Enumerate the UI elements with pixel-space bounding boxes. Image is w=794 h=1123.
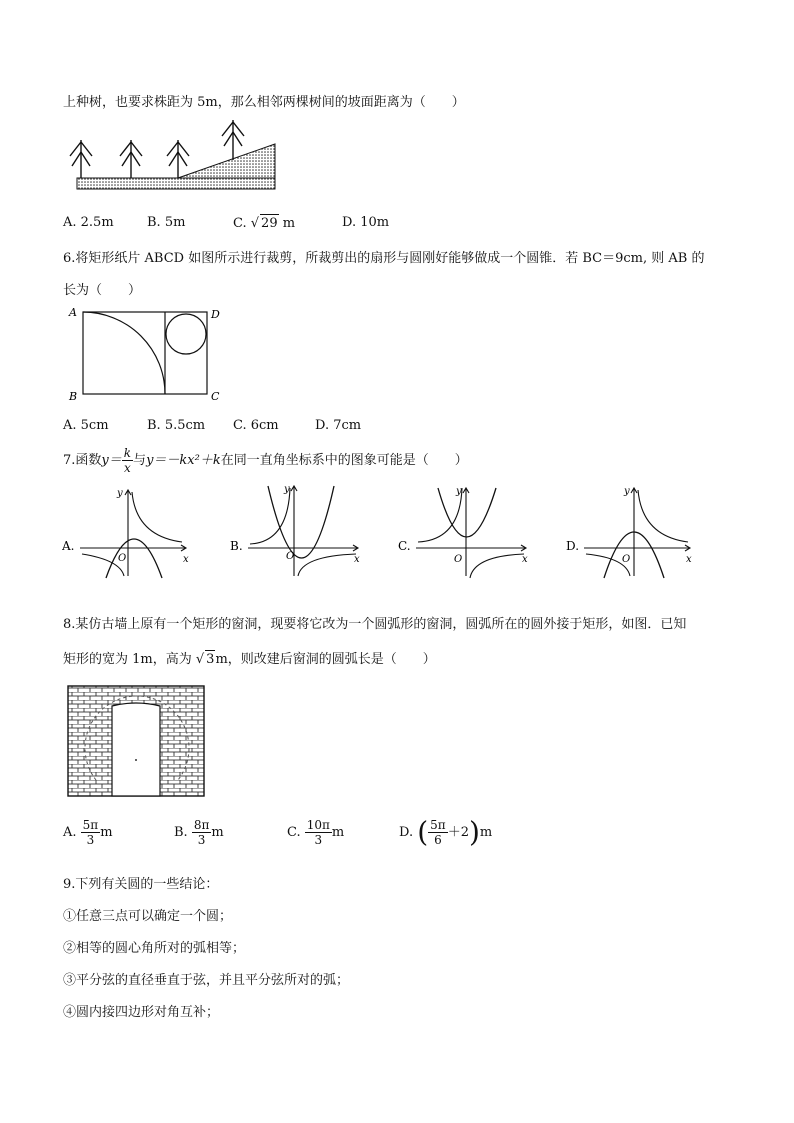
frac-den: 3 [197, 833, 206, 847]
q7-y1: y＝ [101, 453, 122, 468]
q6-figure-rectangle [63, 304, 233, 404]
graph-label-b: B. [230, 539, 243, 553]
origin: O [622, 554, 631, 565]
q5-stem: 上种树，也要求株距为 5m，那么相邻两棵树间的坡面距离为（ ） [63, 95, 465, 110]
frac-num: 5π [82, 818, 99, 832]
q8-option-c-label: C. [287, 825, 301, 840]
axis-x: x [686, 554, 692, 565]
q8-option-b-unit: m [211, 825, 224, 840]
sqrt-symbol: √ [250, 216, 260, 231]
q6-option-b[interactable]: B. 5.5cm [147, 418, 206, 433]
axis-x: x [183, 554, 189, 565]
sqrt-symbol: √ [195, 652, 205, 667]
q8-option-a-label: A. [63, 825, 77, 840]
q8-option-d-unit: m [479, 825, 493, 840]
q7-graph-c[interactable] [398, 482, 532, 580]
q5-option-c-unit: m [278, 216, 296, 231]
q8-option-c-unit: m [331, 825, 345, 840]
q8-option-a-fraction [81, 818, 101, 847]
graph-label-a: A. [62, 539, 75, 553]
q7-prefix: 7.函数 [63, 453, 102, 468]
label-d: D [211, 308, 220, 321]
origin: O [286, 551, 295, 562]
q9-item-4: ④圆内接四边形对角互补； [63, 1005, 220, 1020]
left-paren: ( [417, 815, 429, 849]
q7-mid: 与 [133, 453, 147, 468]
q8-option-b-fraction [192, 818, 212, 847]
q5-option-c-radicand: 29 [261, 216, 278, 231]
q5-option-d[interactable]: D. 10m [342, 215, 390, 230]
q9-item-2: ②相等的圆心角所对的弧相等； [63, 941, 246, 956]
q7-graph-b[interactable] [230, 480, 364, 580]
q8-option-b-label: B. [174, 825, 188, 840]
q8-option-d-label: D. [399, 825, 414, 840]
axis-x: x [522, 554, 528, 565]
q8-option-a[interactable] [63, 818, 113, 847]
q6-stem-line2: 长为（ ） [63, 283, 142, 298]
q8-line2-radicand: 3 [206, 652, 215, 667]
q9-item-3: ③平分弦的直径垂直于弦，并且平分弦所对的弧； [63, 973, 350, 988]
q5-option-c-label: C. [233, 216, 251, 231]
axis-y: y [284, 484, 290, 495]
q5-option-a[interactable]: A. 2.5m [63, 215, 114, 230]
q8-stem-line1: 8.某仿古墙上原有一个矩形的窗洞，现要将它改为一个圆弧形的窗洞，圆弧所在的圆外接于矩形，如图．已知 [63, 617, 687, 632]
q7-fraction [122, 446, 133, 475]
right-paren: ) [468, 815, 480, 849]
axis-y: y [456, 486, 462, 497]
q5-option-c[interactable] [233, 214, 295, 233]
q8-stem-line2 [63, 650, 436, 669]
axis-y: y [624, 486, 630, 497]
q6-stem-line1: 6.将矩形纸片 ABCD 如图所示进行裁剪，所裁剪出的扇形与圆刚好能够做成一个圆锥．若 BC＝9cm, 则 AB 的 [63, 251, 705, 266]
origin: O [454, 554, 463, 565]
q7-frac-den: x [124, 461, 131, 475]
q8-option-d-fraction [428, 818, 448, 847]
q7-frac-num: k [123, 446, 132, 460]
q8-line2-pre: 矩形的宽为 1m，高为 [63, 652, 196, 667]
frac-num: 10π [306, 818, 330, 832]
q8-option-b[interactable] [174, 818, 224, 847]
q8-option-d[interactable] [399, 815, 493, 849]
graph-label-c: C. [398, 539, 411, 553]
q5-option-b[interactable]: B. 5m [147, 215, 186, 230]
tree-1 [70, 140, 92, 178]
axis-y: y [117, 488, 123, 499]
frac-den: 3 [86, 833, 95, 847]
tree-2 [120, 140, 142, 178]
label-c: C [211, 390, 220, 403]
q6-option-d[interactable]: D. 7cm [315, 418, 362, 433]
frac-num: 5π [430, 818, 446, 832]
q6-option-a[interactable]: A. 5cm [63, 418, 109, 433]
q8-option-c-fraction [305, 818, 332, 847]
q8-option-a-unit: m [100, 825, 113, 840]
q8-option-c[interactable] [287, 818, 344, 847]
q9-title: 9.下列有关圆的一些结论： [63, 877, 219, 892]
q6-option-c[interactable]: C. 6cm [233, 418, 279, 433]
frac-num: 8π [193, 818, 210, 832]
q7-suffix: 在同一直角坐标系中的图象可能是（ ） [220, 453, 468, 468]
q5-figure-trees-slope [66, 118, 278, 194]
origin: O [118, 553, 127, 564]
q8-option-d-plus: ＋2 [447, 825, 469, 840]
tree-3 [167, 140, 189, 178]
axis-x: x [354, 554, 360, 565]
tree-4 [222, 120, 244, 160]
graph-label-d: D. [566, 539, 580, 553]
q8-line2-post: m，则改建后窗洞的圆弧长是（ ） [215, 652, 436, 667]
q7-stem [63, 446, 468, 476]
label-a: A [69, 306, 77, 319]
label-b: B [69, 390, 78, 403]
q8-figure-brick-wall-window [66, 684, 208, 800]
q7-graph-d[interactable] [566, 482, 696, 580]
frac-den: 6 [434, 833, 442, 847]
q7-y2: y＝－kx²＋k [146, 453, 221, 468]
q7-graph-a[interactable] [62, 484, 192, 580]
q9-item-1: ①任意三点可以确定一个圆； [63, 909, 233, 924]
frac-den: 3 [314, 833, 323, 847]
